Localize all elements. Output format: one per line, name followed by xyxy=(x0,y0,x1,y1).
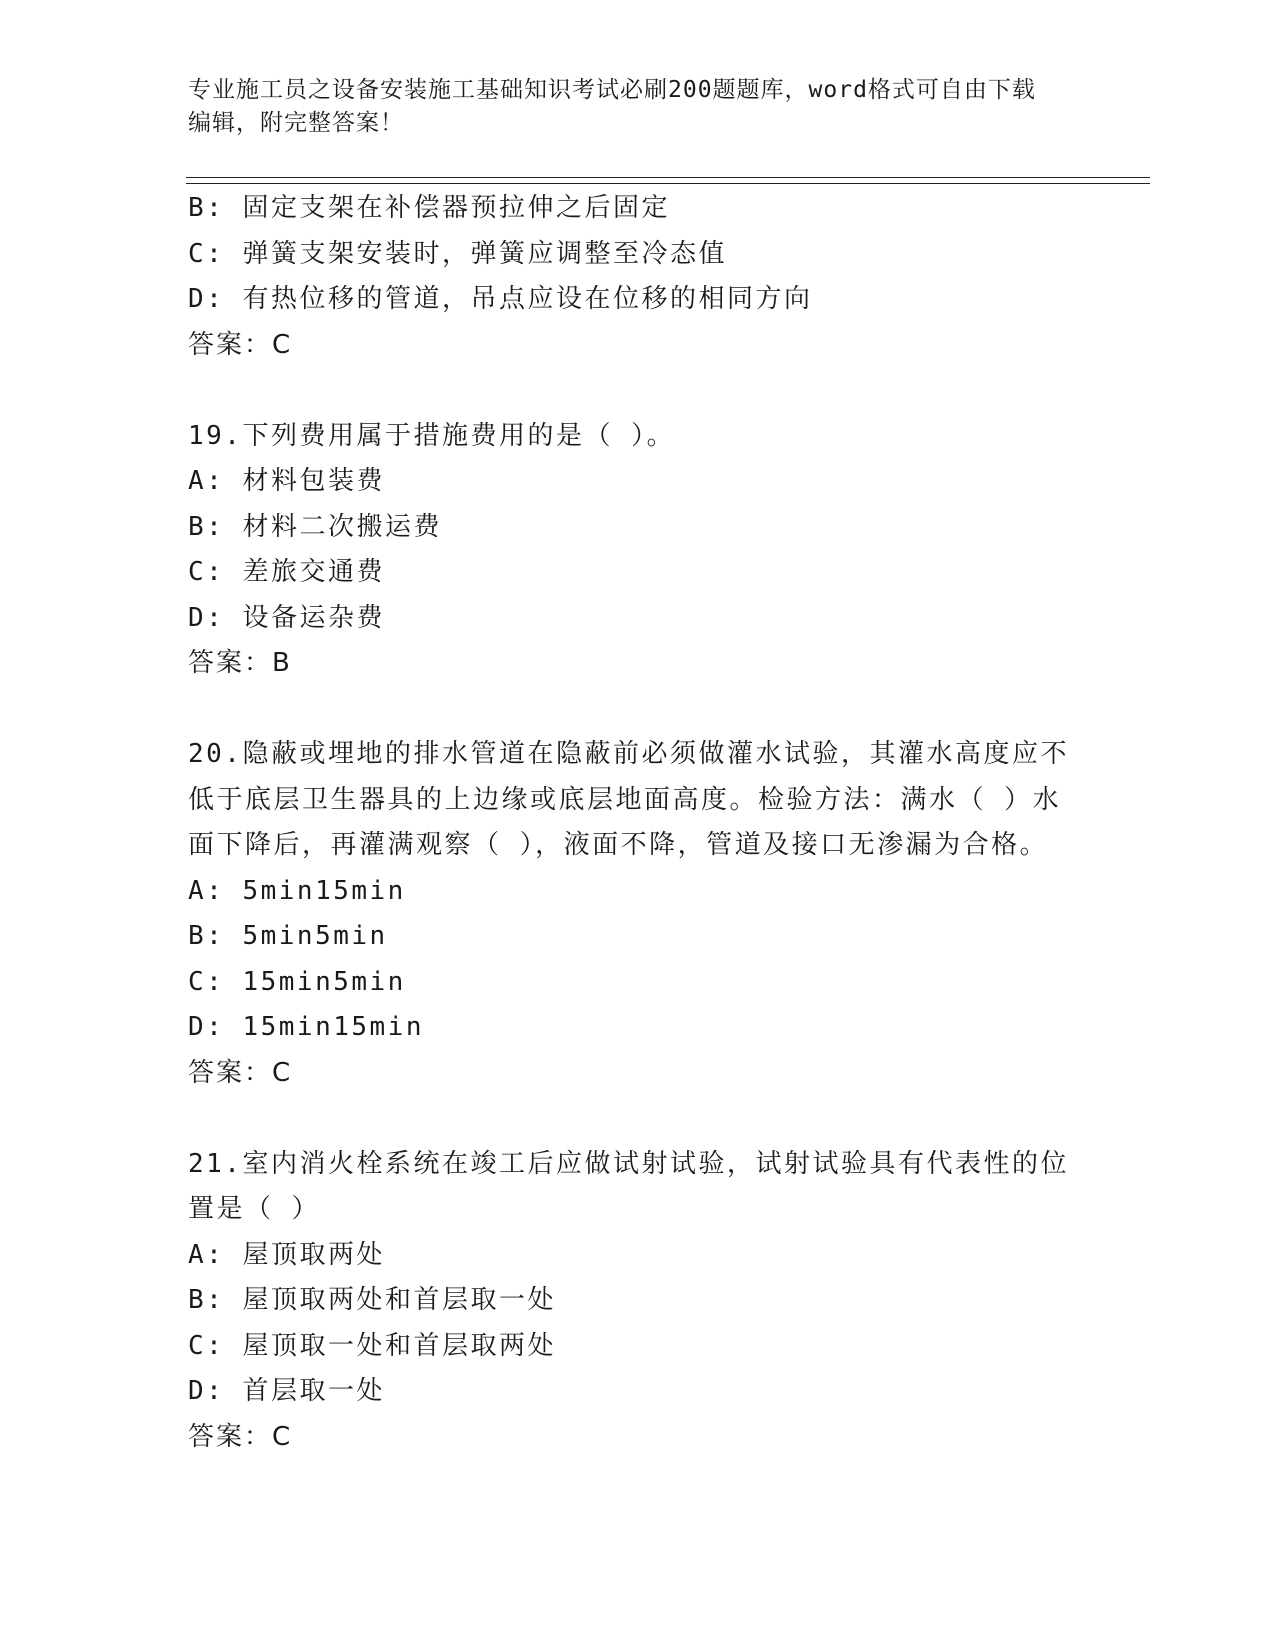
option-a: A: 材料包装费 xyxy=(188,466,385,496)
question-stem-line1: 21.室内消火栓系统在竣工后应做试射试验，试射试验具有代表性的位 xyxy=(188,1148,1069,1179)
question-stem-line2: 低于底层卫生器具的上边缘或底层地面高度。检验方法：满水（ ）水 xyxy=(188,784,1062,815)
header-rule-top xyxy=(186,177,1150,178)
answer: 答案：C xyxy=(188,1057,293,1088)
option-c: C: 15min5min xyxy=(188,966,406,997)
option-c: C: 弹簧支架安装时，弹簧应调整至冷态值 xyxy=(188,238,727,269)
option-a: A: 5min15min xyxy=(188,875,406,906)
question-stem-line2: 置是（ ） xyxy=(188,1194,321,1224)
question-21 xyxy=(188,1142,1088,1461)
spacer xyxy=(188,687,1088,733)
option-c: C: 差旅交通费 xyxy=(188,557,385,587)
question-19 xyxy=(188,414,1088,687)
option-d: D: 15min15min xyxy=(188,1012,424,1042)
question-stem-line3: 面下降后，再灌满观察（ ），液面不降，管道及接口无渗漏为合格。 xyxy=(188,830,1049,860)
header-rule-bottom xyxy=(186,183,1150,184)
question-list xyxy=(188,186,1088,1460)
spacer xyxy=(188,1096,1088,1142)
option-a: A: 屋顶取两处 xyxy=(188,1239,385,1270)
option-b: B: 屋顶取两处和首层取一处 xyxy=(188,1285,556,1315)
question-stem: 19.下列费用属于措施费用的是（ ）。 xyxy=(188,420,676,451)
answer: 答案：C xyxy=(188,1421,293,1452)
option-b: B: 5min5min xyxy=(188,921,388,951)
option-d: D: 首层取一处 xyxy=(188,1376,385,1406)
answer: 答案：B xyxy=(188,648,292,678)
option-b: B: 材料二次搬运费 xyxy=(188,511,442,542)
question-18 xyxy=(188,186,1088,368)
spacer xyxy=(188,368,1088,414)
header-title-line1: 专业施工员之设备安装施工基础知识考试必刷200题题库，word格式可自由下载 xyxy=(188,77,1036,103)
document-header xyxy=(188,74,1088,140)
answer: 答案：C xyxy=(188,329,293,360)
option-d: D: 设备运杂费 xyxy=(188,602,385,633)
question-20 xyxy=(188,732,1088,1096)
header-title-line2: 编辑，附完整答案！ xyxy=(188,110,404,136)
question-stem-line1: 20.隐蔽或埋地的排水管道在隐蔽前必须做灌水试验，其灌水高度应不 xyxy=(188,739,1069,769)
option-b: B: 固定支架在补偿器预拉伸之后固定 xyxy=(188,193,670,223)
option-c: C: 屋顶取一处和首层取两处 xyxy=(188,1330,556,1361)
option-d: D: 有热位移的管道，吊点应设在位移的相同方向 xyxy=(188,284,813,314)
